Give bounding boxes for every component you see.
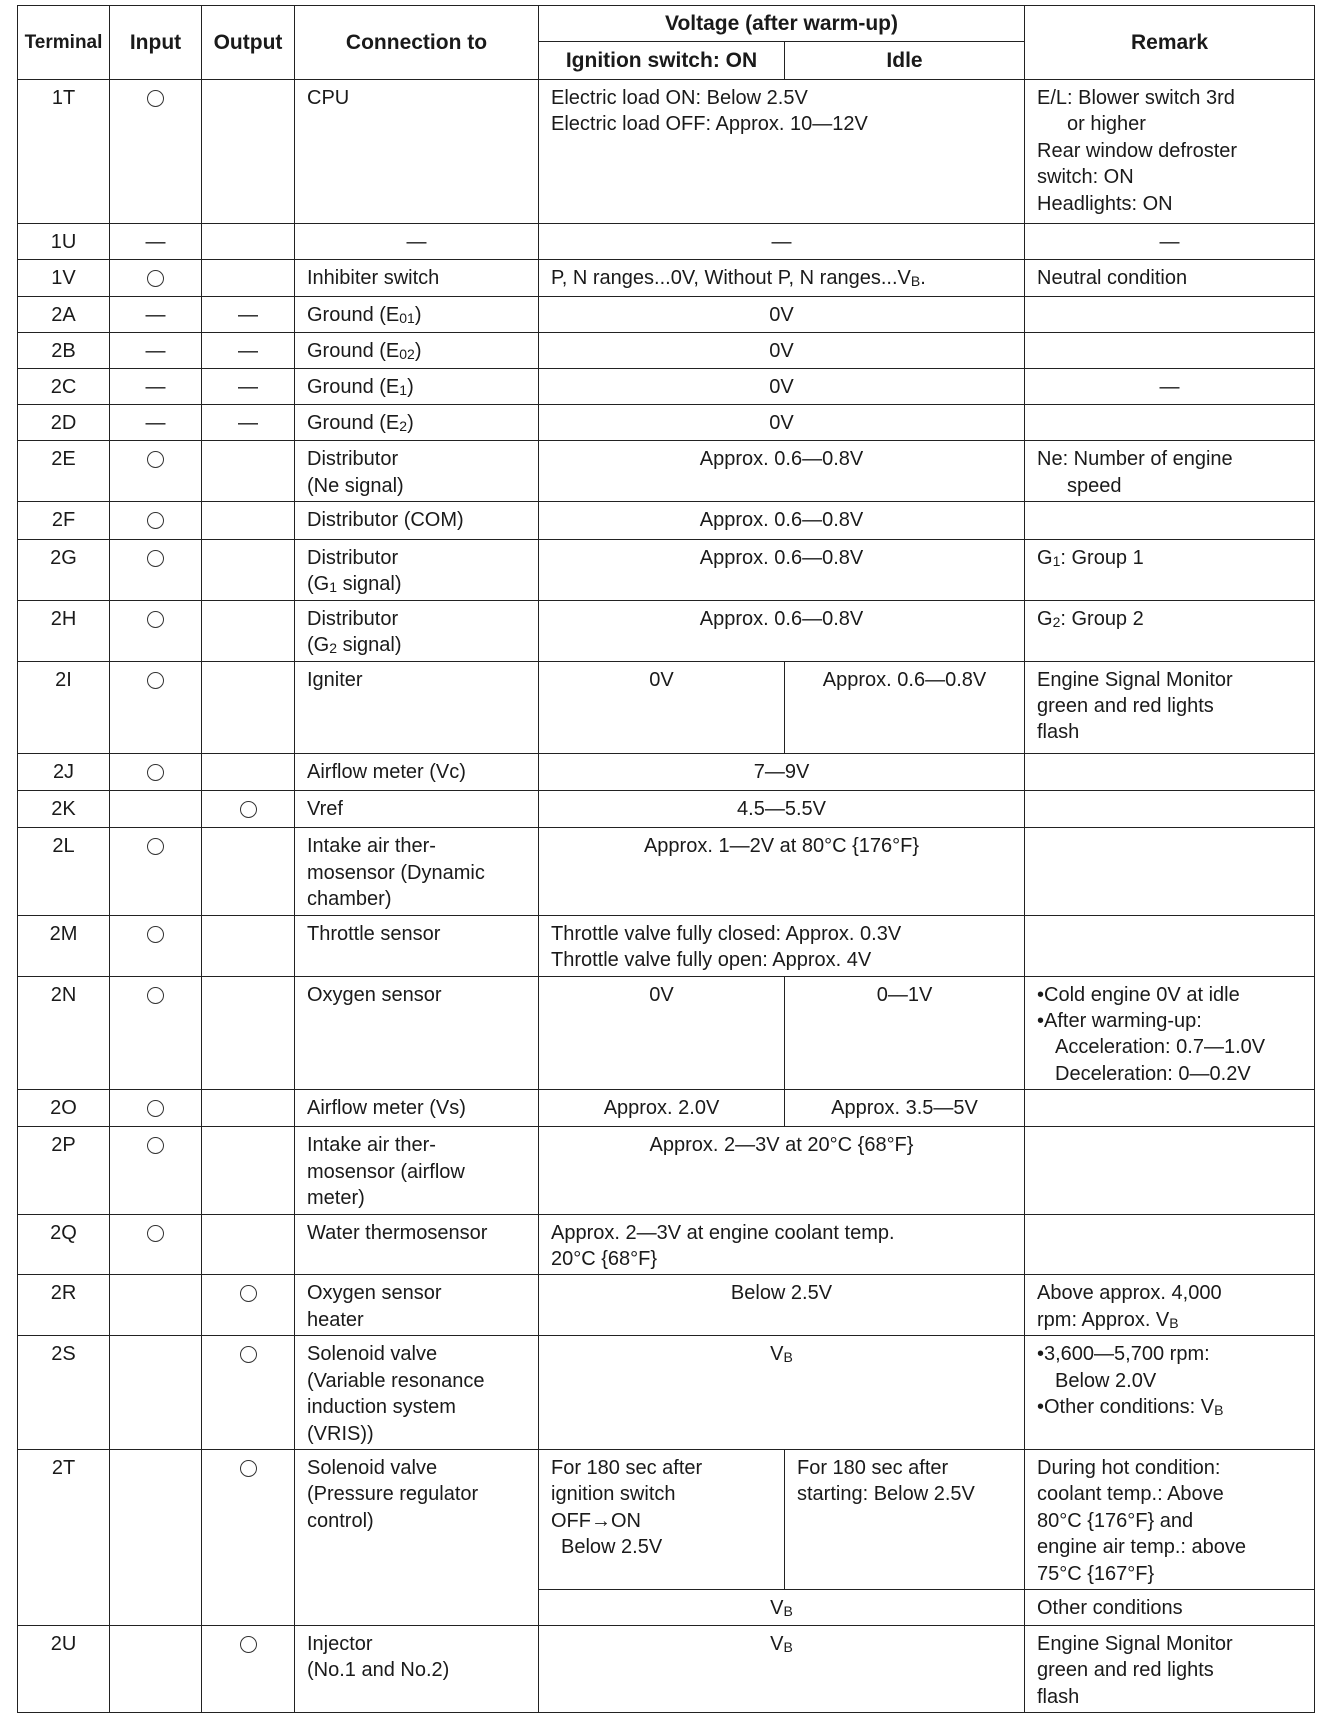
input-circle-icon (147, 611, 164, 628)
row-2B (18, 333, 1315, 369)
voltage-cell: 0V (539, 333, 1025, 369)
row-2P (18, 1127, 1315, 1214)
voltage-cell: 7—9V (539, 753, 1025, 790)
row-2H (18, 600, 1315, 661)
row-1T (18, 80, 1315, 224)
connection-cell: Igniter (295, 661, 539, 753)
remark-cell: Ne: Number of engine speed (1025, 441, 1315, 502)
voltage-cell: Approx. 0.6—0.8V (539, 539, 1025, 600)
terminal-cell: 2R (18, 1275, 110, 1336)
input-dash: — (110, 405, 202, 441)
voltage-cell: Approx. 2—3V at 20°C {68°F} (539, 1127, 1025, 1214)
connection-cell: Throttle sensor (295, 915, 539, 976)
voltage-cell: 4.5—5.5V (539, 790, 1025, 827)
remark-cell: Above approx. 4,000 rpm: Approx. $V_B$ (1025, 1275, 1315, 1336)
terminal-cell: 2I (18, 661, 110, 753)
input-circle-icon (147, 512, 164, 529)
terminal-cell: 2B (18, 333, 110, 369)
input-circle-icon (147, 451, 164, 468)
row-2F (18, 502, 1315, 539)
connection-cell: CPU (295, 80, 539, 224)
remark-cell: Engine Signal Monitor green and red lights flash (1025, 1625, 1315, 1712)
remark-cell: Other conditions (1025, 1589, 1315, 1625)
voltage-cell: 0V (539, 297, 1025, 333)
row-2R (18, 1275, 1315, 1336)
connection-cell: Distributor (Ne signal) (295, 441, 539, 502)
terminal-cell: 2S (18, 1336, 110, 1450)
ecu-terminal-voltage-table (17, 5, 1315, 1713)
connection-cell: Intake air ther- mosensor (Dynamic chamber) (295, 828, 539, 915)
terminal-cell: 2T (18, 1449, 110, 1625)
output-circle-icon (240, 1460, 257, 1477)
output-dash: — (202, 369, 295, 405)
input-circle-icon (147, 1100, 164, 1117)
remark-cell: •Cold engine 0V at idle •After warming-up: Acceleration: 0.7—1.0V Deceleration: 0—0.2V (1025, 976, 1315, 1090)
connection-cell: Vref (295, 790, 539, 827)
remark-cell: $G_1$: Group 1 (1025, 539, 1315, 600)
voltage-cell: Electric load ON: Below 2.5V Electric load OFF: Approx. 10—12V (539, 80, 1025, 224)
voltage-cell: 0V (539, 405, 1025, 441)
header-connection: Connection to (295, 6, 539, 80)
header-terminal: Terminal (18, 6, 110, 80)
voltage-idle-cell: Approx. 0.6—0.8V (785, 661, 1025, 753)
row-2D (18, 405, 1315, 441)
row-2I (18, 661, 1315, 753)
voltage-cell: Below 2.5V (539, 1275, 1025, 1336)
connection-cell: Solenoid valve (Pressure regulator control) (295, 1449, 539, 1625)
output-dash: — (202, 405, 295, 441)
connection-cell: Airflow meter (Vs) (295, 1090, 539, 1127)
voltage-idle-cell: For 180 sec after starting: Below 2.5V (785, 1449, 1025, 1589)
terminal-cell: 1V (18, 260, 110, 297)
voltage-cell: Approx. 0.6—0.8V (539, 502, 1025, 539)
voltage-cell: Throttle valve fully closed: Approx. 0.3V Throttle valve fully open: Approx. 4V (539, 915, 1025, 976)
row-2O (18, 1090, 1315, 1127)
terminal-cell: 1T (18, 80, 110, 224)
remark-cell: •3,600—5,700 rpm: Below 2.0V •Other conditions: $V_B$ (1025, 1336, 1315, 1450)
row-2G (18, 539, 1315, 600)
row-1U (18, 224, 1315, 260)
voltage-on-cell: 0V (539, 661, 785, 753)
output-circle-icon (240, 1285, 257, 1302)
connection-cell: Injector (No.1 and No.2) (295, 1625, 539, 1712)
row-2K (18, 790, 1315, 827)
input-circle-icon (147, 764, 164, 781)
connection-cell: Ground $(E_1)$ (295, 369, 539, 405)
input-dash: — (110, 297, 202, 333)
voltage-on-cell: 0V (539, 976, 785, 1090)
terminal-cell: 2H (18, 600, 110, 661)
row-1V (18, 260, 1315, 297)
terminal-cell: 1U (18, 224, 110, 260)
header-remark: Remark (1025, 6, 1315, 80)
terminal-cell: 2O (18, 1090, 110, 1127)
connection-cell: Intake air ther- mosensor (airflow meter) (295, 1127, 539, 1214)
terminal-cell: 2A (18, 297, 110, 333)
voltage-dash: — (539, 224, 1025, 260)
terminal-cell: 2C (18, 369, 110, 405)
voltage-on-cell: Approx. 2.0V (539, 1090, 785, 1127)
terminal-cell: 2E (18, 441, 110, 502)
output-circle-icon (240, 801, 257, 818)
voltage-on-cell: For 180 sec after ignition switch OFF→ON Below 2.5V (539, 1449, 785, 1589)
output-circle-icon (240, 1636, 257, 1653)
output-dash: — (202, 297, 295, 333)
voltage-idle-cell: 0—1V (785, 976, 1025, 1090)
voltage-cell: Approx. 0.6—0.8V (539, 441, 1025, 502)
connection-cell: Water thermosensor (295, 1214, 539, 1275)
output-dash: — (202, 333, 295, 369)
terminal-cell: 2N (18, 976, 110, 1090)
input-circle-icon (147, 672, 164, 689)
voltage-cell: $V_B$ (539, 1625, 1025, 1712)
terminal-cell: 2P (18, 1127, 110, 1214)
input-circle-icon (147, 838, 164, 855)
row-2Q (18, 1214, 1315, 1275)
row-2N (18, 976, 1315, 1090)
input-circle-icon (147, 90, 164, 107)
terminal-cell: 2U (18, 1625, 110, 1712)
voltage-cell: $V_B$ (539, 1589, 1025, 1625)
input-circle-icon (147, 1225, 164, 1242)
voltage-cell: P, N ranges...0V, Without P, N $ranges...V_B$. (539, 260, 1025, 297)
terminal-cell: 2Q (18, 1214, 110, 1275)
input-circle-icon (147, 550, 164, 567)
remark-dash: — (1025, 369, 1315, 405)
voltage-idle-cell: Approx. 3.5—5V (785, 1090, 1025, 1127)
voltage-cell: Approx. 1—2V at 80°C {176°F} (539, 828, 1025, 915)
connection-cell: Distributor ($G_2$ signal) (295, 600, 539, 661)
voltage-cell: Approx. 2—3V at engine coolant temp. 20°C {68°F} (539, 1214, 1025, 1275)
header-idle: Idle (785, 42, 1025, 80)
row-2M (18, 915, 1315, 976)
connection-dash: — (295, 224, 539, 260)
remark-dash: — (1025, 224, 1315, 260)
row-2S (18, 1336, 1315, 1450)
row-2T (18, 1449, 1315, 1589)
connection-cell: Distributor (COM) (295, 502, 539, 539)
connection-cell: Airflow meter (Vc) (295, 753, 539, 790)
connection-cell: Solenoid valve (Variable resonance induction system (VRIS)) (295, 1336, 539, 1450)
remark-cell: During hot condition: coolant temp.: Above 80°C {176°F} and engine air temp.: above 75°C {167°F} (1025, 1449, 1315, 1589)
connection-cell: Distributor ($G_1$ signal) (295, 539, 539, 600)
input-circle-icon (147, 987, 164, 1004)
terminal-cell: 2G (18, 539, 110, 600)
row-2C (18, 369, 1315, 405)
terminal-cell: 2F (18, 502, 110, 539)
header-input: Input (110, 6, 202, 80)
remark-cell: Engine Signal Monitor green and red lights flash (1025, 661, 1315, 753)
terminal-cell: 2M (18, 915, 110, 976)
connection-cell: Ground $(E_{01})$ (295, 297, 539, 333)
header-voltage: Voltage (after warm-up) (539, 6, 1025, 42)
connection-cell: Oxygen sensor heater (295, 1275, 539, 1336)
output-circle-icon (240, 1346, 257, 1363)
remark-cell: Neutral condition (1025, 260, 1315, 297)
row-2E (18, 441, 1315, 502)
connection-cell: Inhibiter switch (295, 260, 539, 297)
terminal-cell: 2K (18, 790, 110, 827)
voltage-cell: 0V (539, 369, 1025, 405)
voltage-cell: $V_B$ (539, 1336, 1025, 1450)
connection-cell: Ground $(E_{02})$ (295, 333, 539, 369)
header-ignition-on: Ignition switch: ON (539, 42, 785, 80)
row-2L (18, 828, 1315, 915)
connection-cell: Oxygen sensor (295, 976, 539, 1090)
header-output: Output (202, 6, 295, 80)
input-dash: — (110, 333, 202, 369)
terminal-cell: 2D (18, 405, 110, 441)
connection-cell: Ground $(E_2)$ (295, 405, 539, 441)
row-2A (18, 297, 1315, 333)
terminal-cell: 2J (18, 753, 110, 790)
terminal-cell: 2L (18, 828, 110, 915)
input-dash: — (110, 224, 202, 260)
input-circle-icon (147, 926, 164, 943)
remark-cell: $G_2$: Group 2 (1025, 600, 1315, 661)
input-circle-icon (147, 270, 164, 287)
remark-cell: E/L: Blower switch 3rd or higher Rear window defroster switch: ON Headlights: ON (1025, 80, 1315, 224)
input-circle-icon (147, 1137, 164, 1154)
voltage-cell: Approx. 0.6—0.8V (539, 600, 1025, 661)
input-dash: — (110, 369, 202, 405)
row-2J (18, 753, 1315, 790)
